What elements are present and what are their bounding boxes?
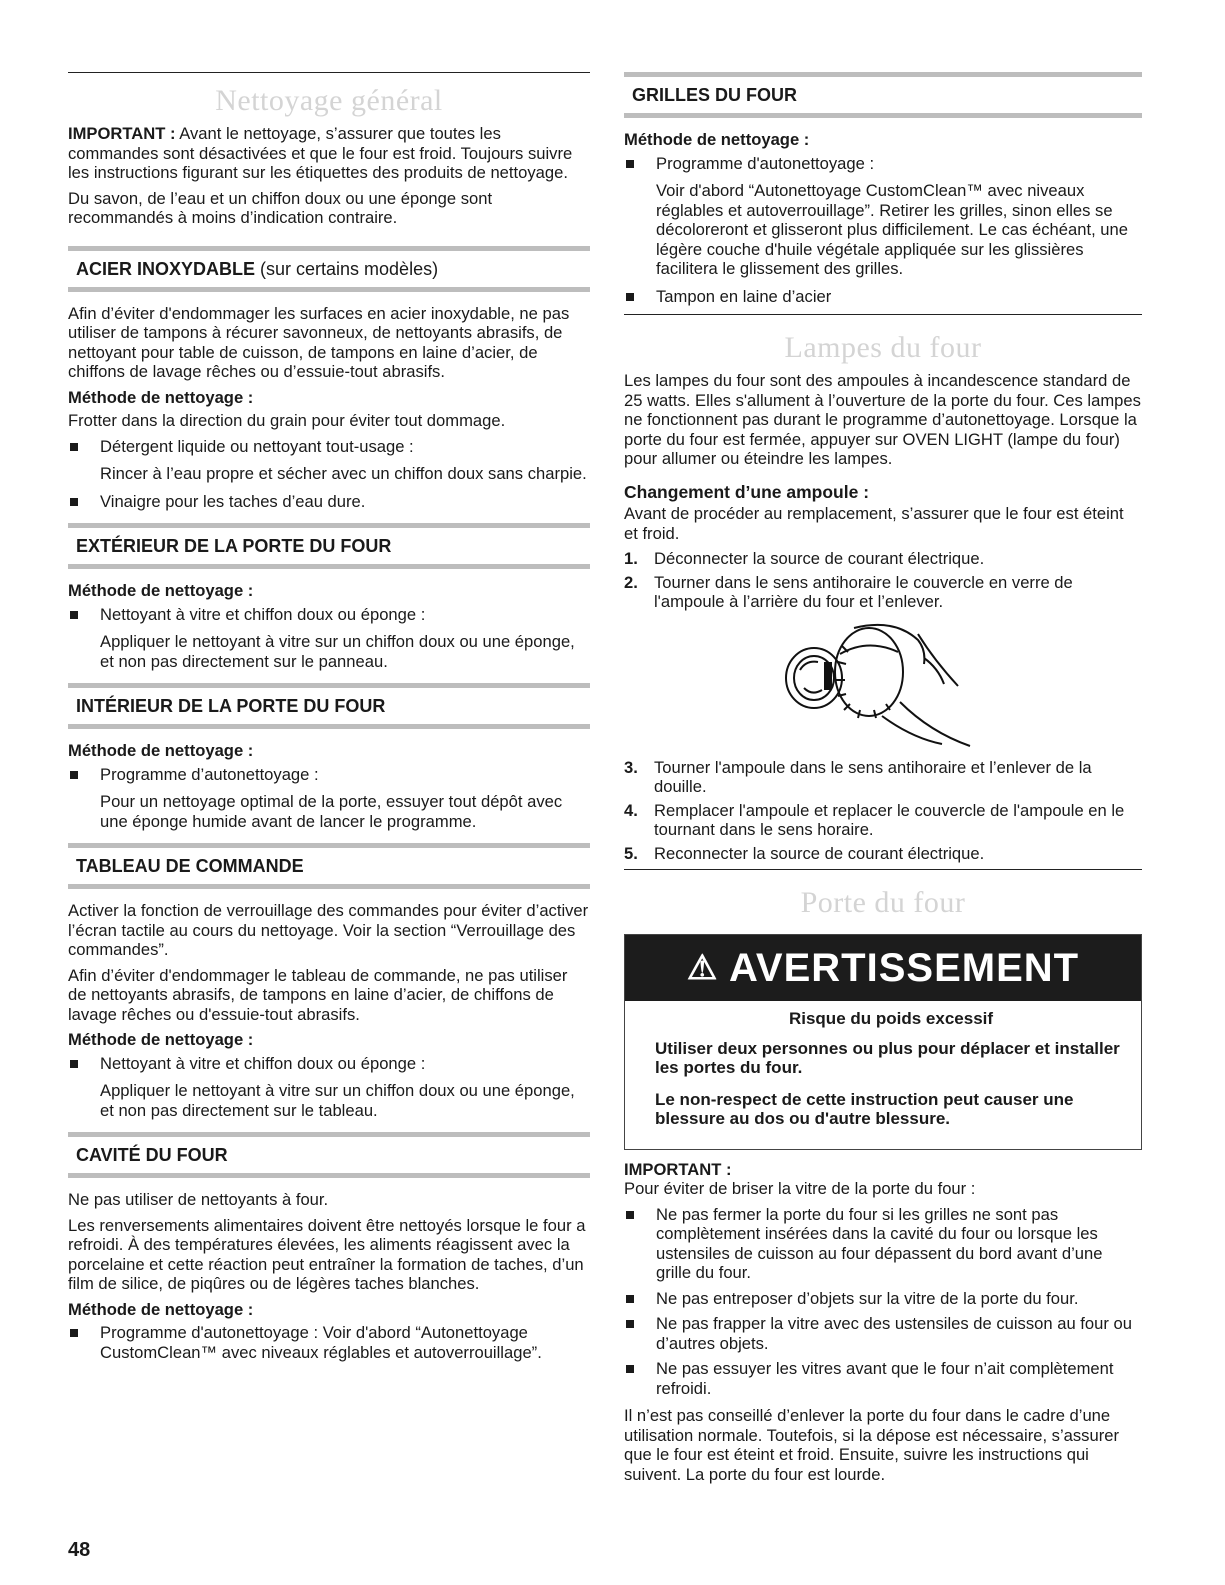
acier-bullet1-detail: Rincer à l’eau propre et sécher avec un chiffon doux sans charpie. [100, 464, 587, 483]
tableau-list [68, 1054, 590, 1074]
exterieur-list [68, 605, 590, 625]
porte-closing: Il n’est pas conseillé d’enlever la porte du four dans le cadre d’une utilisation normale. Toutefois, si la dépose est nécessaire, s’assurer que le four est éteint et froid. Ensuite, suivre les instructions qui suivent. La porte du four est lourde. [624, 1406, 1119, 1484]
grilles-list-2 [624, 287, 1142, 307]
section-title-porte: Porte du four [800, 886, 966, 919]
porte-important-intro: Pour éviter de briser la vitre de la porte du four : [624, 1179, 976, 1198]
step-number: 5. [624, 843, 638, 863]
list-item: Ne pas essuyer les vitres avant que le four n’ait complètement refroidi. [624, 1359, 1142, 1398]
warning-p1: Utiliser deux personnes ou plus pour déplacer et installer les portes du four. [655, 1038, 1120, 1077]
step-item [624, 573, 1142, 612]
subhead-acier [68, 246, 590, 292]
list-item: Détergent liquide ou nettoyant tout-usage : [68, 437, 590, 457]
step-text: Remplacer l'ampoule et replacer le couvercle de l'ampoule en le tournant dans le sens horaire. [654, 800, 1125, 839]
exterieur-heading: EXTÉRIEUR DE LA PORTE DU FOUR [76, 536, 392, 556]
list-item: Ne pas frapper la vitre avec des ustensiles de cuisson au four ou d’autres objets. [624, 1314, 1142, 1353]
tableau-methode: Méthode de nettoyage : [68, 1030, 254, 1049]
acier-method-intro: Frotter dans la direction du grain pour éviter tout dommage. [68, 411, 506, 430]
warning-box [624, 934, 1142, 1150]
list-item: Nettoyant à vitre et chiffon doux ou éponge : [68, 1054, 590, 1074]
acier-heading: ACIER INOXYDABLE [76, 258, 256, 279]
subhead-grilles [624, 72, 1142, 118]
lampes-text: Les lampes du four sont des ampoules à incandescence standard de 25 watts. Elles s'allument à l’ouverture de la porte du four. Ces lampes ne fonctionnent pas durant le programme d’autonettoyage. Lorsque la porte du four est fermée, appuyer sur OVEN LIGHT (lampe du four) pour allumer ou éteindre les lampes. [624, 371, 1141, 468]
acier-methode: Méthode de nettoyage : [68, 387, 254, 407]
warning-triangle-icon: ⚠ [686, 949, 719, 987]
acier-list [68, 437, 590, 457]
list-item: Nettoyant à vitre et chiffon doux ou éponge : [68, 605, 590, 625]
tableau-text1: Activer la fonction de verrouillage des commandes pour éviter d’activer l’écran tactile au cours du nettoyage. Voir la section “Verrouillage des commandes”. [68, 901, 589, 959]
list-item: Tampon en laine d’acier [624, 287, 1142, 307]
divider-lampes [624, 314, 1142, 315]
step-item [624, 758, 1142, 797]
interieur-methode: Méthode de nettoyage : [68, 741, 254, 760]
list-item: Programme d’autonettoyage : [68, 765, 590, 785]
step-item [624, 549, 1142, 569]
change-intro: Avant de procéder au remplacement, s’assurer que le four est éteint et froid. [624, 504, 1124, 543]
subhead-exterieur [68, 523, 590, 569]
divider-porte [624, 869, 1142, 870]
acier-heading-note: (sur certains modèles) [255, 258, 439, 279]
important-text: Avant le nettoyage, s’assurer que toutes les commandes sont désactivées et que le four est froid. Toujours suivre les instructions figurant sur les étiquettes des produits de nettoyage. [68, 124, 573, 182]
steps-list-b [624, 758, 1142, 864]
important-paragraph [68, 124, 590, 183]
warning-title: AVERTISSEMENT [729, 946, 1080, 990]
list-item: Programme d'autonettoyage : Voir d'abord “Autonettoyage CustomClean™ avec niveaux réglables et autoverrouillage”. [68, 1323, 590, 1362]
tableau-heading: TABLEAU DE COMMANDE [76, 856, 304, 876]
important-label: IMPORTANT : [68, 124, 176, 143]
interieur-list [68, 765, 590, 785]
tableau-bullet1-detail: Appliquer le nettoyant à vitre sur un chiffon doux ou une éponge, et non pas directement sur le tableau. [100, 1081, 575, 1120]
warning-subtitle: Risque du poids excessif [788, 1009, 994, 1028]
cavite-text2: Les renversements alimentaires doivent être nettoyés lorsque le four a refroidi. À des températures élevées, les aliments réagissent avec la porcelaine et cette réaction peut entraîner la formation de taches, d’un film de silice, de piqûres ou de légères taches blanches. [68, 1215, 586, 1293]
step-number: 2. [624, 572, 638, 592]
step-number: 3. [624, 757, 638, 777]
list-item: Ne pas fermer la porte du four si les grilles ne sont pas complètement insérées dans la cavité du four ou lorsque les ustensiles de cuisson au four dépassent du bord avant d’une grille du four. [624, 1205, 1142, 1283]
cavite-methode: Méthode de nettoyage : [68, 1299, 254, 1319]
cavite-list [68, 1323, 590, 1362]
steps-list-a [624, 549, 1142, 612]
warning-body [625, 1001, 1141, 1149]
left-column [68, 72, 590, 1370]
step-item [624, 844, 1142, 864]
subhead-cavite [68, 1132, 590, 1178]
section-title-lampes: Lampes du four [784, 331, 982, 364]
step-text: Reconnecter la source de courant électrique. [654, 843, 985, 863]
section-title-nettoyage: Nettoyage général [215, 84, 443, 117]
subhead-tableau [68, 843, 590, 889]
acier-text: Afin d’éviter d'endommager les surfaces en acier inoxydable, ne pas utiliser de tampons à récurer savonneux, de nettoyants abrasifs, de nettoyant pour table de cuisson, de tampons en laine d’acier, de chiffons de lavage rêches ou d’essuie-tout abrasifs. [68, 303, 570, 381]
cavite-heading: CAVITÉ DU FOUR [76, 1145, 228, 1165]
intro-paragraph: Du savon, de l’eau et un chiffon doux ou une éponge sont recommandés à moins d’indication contraire. [68, 188, 493, 227]
porte-important-label: IMPORTANT : [624, 1159, 732, 1179]
grilles-bullet1-detail: Voir d'abord “Autonettoyage CustomClean™ avec niveaux réglables et autoverrouillage”. Retirer les grilles, sinon elles se décoloreront et glisseront plus difficilement. Le cas échéant, une légère couche d'huile végétale appliquée sur les glissières facilitera le glissement des grilles. [656, 181, 1128, 278]
step-text: Déconnecter la source de courant électrique. [654, 549, 985, 568]
acier-list-2 [68, 492, 590, 512]
grilles-methode: Méthode de nettoyage : [624, 130, 810, 149]
warning-header [625, 935, 1141, 1001]
exterieur-bullet1-detail: Appliquer le nettoyant à vitre sur un chiffon doux ou une éponge, et non pas directement sur le panneau. [100, 632, 575, 671]
tableau-text2: Afin d’éviter d'endommager le tableau de commande, ne pas utiliser de nettoyants abrasifs, de tampons en laine d’acier, de chiffons de lavage rêches ou d'essuie-tout abrasifs. [68, 965, 568, 1024]
grilles-heading: GRILLES DU FOUR [632, 85, 797, 105]
step-item [624, 801, 1142, 840]
cavite-text1: Ne pas utiliser de nettoyants à four. [68, 1190, 329, 1209]
interieur-heading: INTÉRIEUR DE LA PORTE DU FOUR [76, 696, 386, 716]
step-text: Tourner dans le sens antihoraire le couvercle en verre de l'ampoule à l’arrière du four et l’enlever. [654, 572, 1073, 611]
step-number: 1. [624, 549, 638, 568]
exterieur-methode: Méthode de nettoyage : [68, 581, 254, 600]
warning-p2: Le non-respect de cette instruction peut causer une blessure au dos ou d'autre blessure. [655, 1089, 1074, 1128]
interieur-bullet1-detail: Pour un nettoyage optimal de la porte, essuyer tout dépôt avec une éponge humide avant de lancer le programme. [100, 792, 563, 831]
page-number: 48 [68, 1539, 91, 1561]
list-item: Ne pas entreposer d’objets sur la vitre de la porte du four. [624, 1289, 1142, 1309]
step-text: Tourner l'ampoule dans le sens antihoraire et l’enlever de la douille. [654, 757, 1092, 796]
list-item: Vinaigre pour les taches d’eau dure. [68, 492, 590, 512]
bulb-illustration [774, 622, 984, 750]
step-number: 4. [624, 800, 638, 820]
porte-list [624, 1205, 1142, 1399]
right-column [624, 72, 1142, 1490]
change-heading: Changement d’une ampoule : [624, 481, 870, 502]
list-item: Programme d'autonettoyage : [624, 154, 1142, 174]
subhead-interieur [68, 683, 590, 729]
grilles-list [624, 154, 1142, 174]
